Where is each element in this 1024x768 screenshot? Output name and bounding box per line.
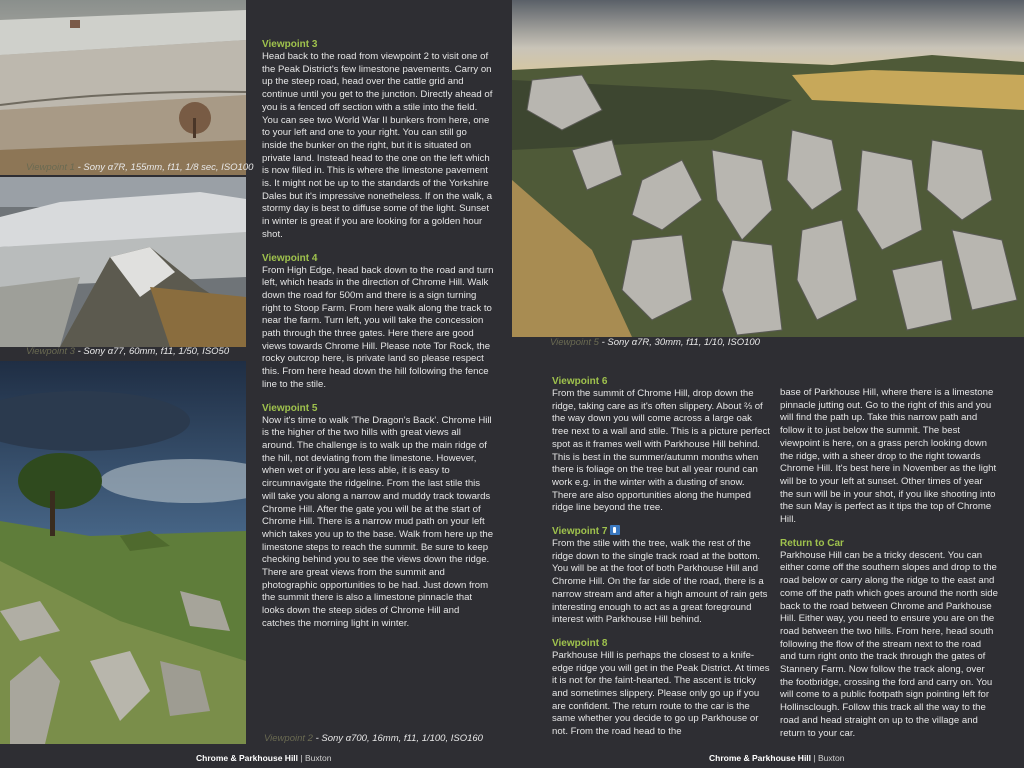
photo-frosty-fields <box>0 0 246 175</box>
paragraph-viewpoint-4: From High Edge, head back down to the road and turn left, which heads in the direction of Chrome Hill. Walk down the road for 500m and there is a sign turning right to Stoop Farm. From here walk along the track to near the farm. Turn left, you will take the concession path through the three gates. Here there are good views towards Chrome Hill. Please note Tor Rock, the rocky outcrop here, is private land so please respect this. From here head down the hill following the fence line to the stile. <box>262 264 494 390</box>
photo-snowy-ridge <box>0 177 246 347</box>
footer-location: Buxton <box>818 753 845 763</box>
caption-camera-spec: - Sony α7R, 30mm, f11, 1/10, ISO100 <box>598 337 760 348</box>
footer-left <box>196 753 331 763</box>
paragraph-return-to-car: Parkhouse Hill can be a tricky descent. You can either come off the southern slopes and drop to the road below or carry along the ridge to the east and come off the path which goes around the north side back to the road between Chrome and Parkhouse Hill. Either way, you need to ensure you are on the road between the two hills. From here, head south following the flow of the stream next to the road and turn right onto the track through the gates of Stannery Farm. Now follow the track along, over the footbridge, crossing the ford and carry on. You will come to a public footpath sign pointing left for Hollinsclough. Follow this track all the way to the road and head straight on up to the village and return to your car. <box>780 549 998 739</box>
paragraph-viewpoint-8: Parkhouse Hill is perhaps the closest to a knife-edge ridge you will get in the Peak District. At times it is not for the faint-hearted. The ascent is tricky and sometimes slippery. Please only go up if you are confident. The return route to the car is the same whether you decide to go up Parkhouse or not. From the road head to the <box>552 649 770 738</box>
text-column-3 <box>780 387 998 750</box>
footer-right <box>709 753 844 763</box>
text-column-1 <box>262 38 494 641</box>
paragraph-viewpoint-6: From the summit of Chrome Hill, drop down the ridge, taking care as it's often slippery. About ⅔ of the way down you will come across a large oak tree next to a wall and stile. This is a picture perfect spot as it frames well with Parkhouse Hill behind. This is best in the summer/autumn months when there is foliage on the tree but all year round can work e.g. in the winter with a dusting of snow. There are also opportunities along the humped ridge line beyond the tree. <box>552 388 770 514</box>
photo2-caption <box>26 346 229 357</box>
heading-viewpoint-7 <box>552 525 770 538</box>
caption-camera-spec: - Sony α77, 60mm, f11, 1/50, ISO50 <box>74 346 230 357</box>
text-column-2 <box>552 375 770 749</box>
heading-viewpoint-6: Viewpoint 6 <box>552 376 608 387</box>
heading-viewpoint-7-label: Viewpoint 7 <box>552 526 608 538</box>
heading-return-to-car: Return to Car <box>780 537 844 549</box>
paragraph-viewpoint-5: Now it's time to walk 'The Dragon's Back'. Chrome Hill is the higher of the two hills with great views all around. The challenge is to walk up the main ridge of the hill, not deviating from the limestone. However, when wet or if you are less able, it is easy to circumnavigate the ridgeline. From the last stile this will take you along a narrow and muddy track towards Chrome Hill. After the gate you will be at the start of Chrome Hill. There is a narrow mud path on your left which takes you up to the base. Walk from here up the limestone steps to reach the summit. Be sure to keep checking behind you to see the views down the ridge. There are great views from the summit and photographic opportunities to be had. Just down from the summit there is also a limestone pinnacle that looks down the steep sides of Chrome Hill and catches the morning light in winter. <box>262 414 494 629</box>
heading-viewpoint-4: Viewpoint 4 <box>262 252 318 264</box>
heading-viewpoint-8: Viewpoint 8 <box>552 637 608 649</box>
footer-location: Buxton <box>305 753 332 763</box>
caption-viewpoint: Viewpoint 2 <box>264 733 313 744</box>
paragraph-viewpoint-3: Head back to the road from viewpoint 2 to visit one of the Peak District's few limestone pavements. Carry on up the steep road, head over the cattle grid and continue until you get to the junction. Directly ahead of you is a fenced off section with a stile into the field. You can see two World War II bunkers from here, one to your left and one to your right. You can still go inside the bunker on the right, but it is situated on private land. Instead head to the one on the left which is now filled in. This is where the limestone pavement is. It might not be up to the standards of the Yorkshire Dales but it's impressive nonetheless. If on the walk, a stormy day is best to diffuse some of the light. Sunset in winter is great if you are looking for a golden hour shot. <box>262 51 493 240</box>
caption-viewpoint: Viewpoint 3 <box>26 346 75 357</box>
caption-camera-spec: - Sony α700, 16mm, f11, 1/100, ISO160 <box>312 733 483 744</box>
paragraph-viewpoint-7: From the stile with the tree, walk the rest of the ridge down to the single track road at the bottom. You will be at the foot of both Parkhouse Hill and Chrome Hill. On the far side of the road, there is a narrow stream and after a high amount of rain gets interesting enough to act as a great foreground interest with Parkhouse Hill behind. <box>552 538 768 626</box>
photo-tree-limestone <box>0 361 246 744</box>
paragraph-viewpoint-8-continued: base of Parkhouse Hill, where there is a limestone pinnacle jutting out. Go to the right of this and you will find the path up. Take this narrow path and follow it to just below the summit. The best viewpoint is here, on a grass perch looking down the ridge, with a sheer drop to the right towards Chrome Hill. It's best here in November as the light will be to your left at sunset. Other times of year the sun will be in your shot, if you like shooting into the sun May is perfect as it tips the top of Chrome Hill. <box>780 387 997 526</box>
footer-separator: | <box>813 753 816 763</box>
footer-title: Chrome & Parkhouse Hill <box>709 753 812 763</box>
heading-viewpoint-3: Viewpoint 3 <box>262 39 318 50</box>
walker-icon <box>610 525 620 535</box>
footer-separator: | <box>300 753 303 763</box>
heading-viewpoint-5: Viewpoint 5 <box>262 402 318 414</box>
caption-viewpoint: Viewpoint 1 <box>26 162 75 173</box>
photo-limestone-pavement <box>512 0 1024 337</box>
photo4-caption <box>550 337 760 348</box>
caption-viewpoint: Viewpoint 5 <box>550 337 599 348</box>
caption-camera-spec: - Sony α7R, 155mm, f11, 1/8 sec, ISO100 <box>74 162 254 173</box>
photo3-caption <box>264 733 483 744</box>
footer-title: Chrome & Parkhouse Hill <box>196 753 299 763</box>
photo1-caption <box>26 162 253 173</box>
